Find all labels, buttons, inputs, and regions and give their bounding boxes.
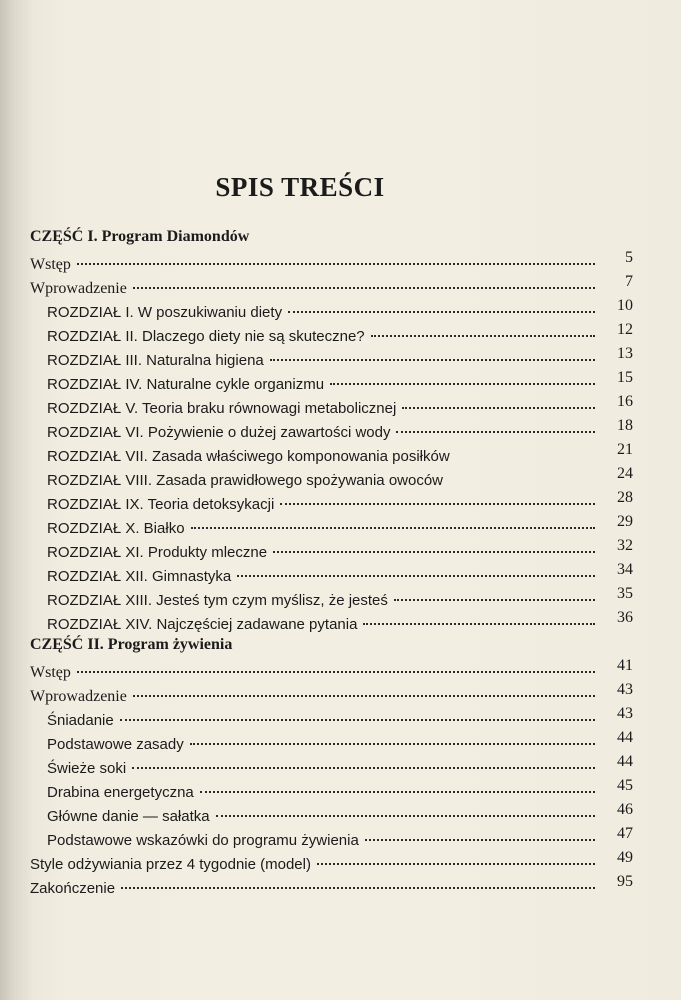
toc-entry: [30, 249, 633, 276]
toc-entry: [47, 369, 633, 396]
toc-page-number: 47: [617, 825, 633, 842]
toc-entry-text: Świeże soki: [47, 760, 127, 777]
toc-entry-text: Zakończenie: [30, 880, 116, 897]
toc-entry-text: ROZDZIAŁ VII. Zasada właściwego komponowania posiłków: [47, 448, 450, 465]
dot-leader: [317, 863, 595, 865]
toc-entry-text: ROZDZIAŁ XIII. Jesteś tym czym myślisz, że jesteś: [47, 592, 388, 609]
toc-entry: [47, 801, 633, 828]
toc-entry-text: ROZDZIAŁ III. Naturalna higiena: [47, 352, 264, 369]
toc-entry: [47, 753, 633, 780]
dot-leader: [200, 791, 595, 793]
toc-entry: [47, 777, 633, 804]
toc-entry: [47, 297, 633, 324]
dot-leader: [191, 527, 595, 529]
toc-entry: [47, 537, 633, 564]
toc-entry: [47, 441, 633, 468]
dot-leader: [121, 887, 595, 889]
toc-entry-text: ROZDZIAŁ II. Dlaczego diety nie są skuteczne?: [47, 328, 365, 345]
toc-page-number: 46: [617, 801, 633, 818]
toc-entry: [30, 873, 633, 900]
toc-entry-text: Wprowadzenie: [30, 280, 127, 297]
toc-entry: [47, 393, 633, 420]
toc-entry: [47, 561, 633, 588]
toc-page-number: 34: [617, 561, 633, 578]
dot-leader: [288, 311, 595, 313]
toc-entry: [47, 609, 633, 636]
toc-entry-text: ROZDZIAŁ XI. Produkty mleczne: [47, 544, 268, 561]
dot-leader: [132, 767, 595, 769]
dot-leader: [120, 719, 595, 721]
dot-leader: [270, 359, 595, 361]
toc-page-number: 24: [617, 465, 633, 482]
toc-entry: [47, 585, 633, 612]
toc-entry-text: ROZDZIAŁ XII. Gimnastyka: [47, 568, 232, 585]
toc-entry-text: ROZDZIAŁ IV. Naturalne cykle organizmu: [47, 376, 325, 393]
toc-page-number: 15: [617, 369, 633, 386]
toc-page-number: 21: [617, 441, 633, 458]
toc-entry-text: ROZDZIAŁ VIII. Zasada prawidłowego spożywania owoców: [47, 472, 444, 489]
dot-leader: [396, 431, 595, 433]
toc-entry-text: Śniadanie: [47, 712, 114, 729]
toc-page-number: 43: [617, 681, 633, 698]
toc-entry-text: ROZDZIAŁ V. Teoria braku równowagi metabolicznej: [47, 400, 397, 417]
toc-entry: [47, 345, 633, 372]
dot-leader: [77, 671, 595, 673]
toc-page-number: 16: [617, 393, 633, 410]
toc-page-number: 18: [617, 417, 633, 434]
dot-leader: [394, 599, 595, 601]
dot-leader: [237, 575, 595, 577]
dot-leader: [402, 407, 595, 409]
dot-leader: [273, 551, 595, 553]
toc-entry-text: Podstawowe wskazówki do programu żywienia: [47, 832, 359, 849]
dot-leader: [365, 839, 595, 841]
toc-page-number: 32: [617, 537, 633, 554]
toc-entry-text: ROZDZIAŁ XIV. Najczęściej zadawane pytania: [47, 616, 358, 633]
toc-page-number: 10: [617, 297, 633, 314]
toc-entry: [47, 513, 633, 540]
dot-leader: [133, 695, 595, 697]
toc-page-number: 7: [625, 273, 633, 290]
toc-page-number: 41: [617, 657, 633, 674]
toc-entry-text: Drabina energetyczna: [47, 784, 194, 801]
toc-entry-text: Wstęp: [30, 256, 71, 273]
toc-entry: [47, 705, 633, 732]
toc-entry-text: ROZDZIAŁ I. W poszukiwaniu diety: [47, 304, 283, 321]
toc-entry-text: Style odżywiania przez 4 tygodnie (model): [30, 856, 311, 873]
toc-entry-text: ROZDZIAŁ X. Białko: [47, 520, 185, 537]
toc-page-number: 13: [617, 345, 633, 362]
toc-page-number: 28: [617, 489, 633, 506]
toc-entry-text: Podstawowe zasady: [47, 736, 184, 753]
toc-entry: [30, 657, 633, 684]
toc-entry: [30, 849, 633, 876]
part-heading: CZĘŚĆ I. Program Diamondów: [30, 228, 250, 245]
toc-entry: [47, 417, 633, 444]
toc-page-number: 5: [625, 249, 633, 266]
toc-page-number: 44: [617, 753, 633, 770]
toc-entry: [30, 273, 633, 300]
dot-leader: [363, 623, 595, 625]
dot-leader: [280, 503, 595, 505]
toc-page-number: 43: [617, 705, 633, 722]
dot-leader: [371, 335, 595, 337]
toc-entry: [47, 321, 633, 348]
part-heading: CZĘŚĆ II. Program żywienia: [30, 636, 233, 653]
toc-entry-text: ROZDZIAŁ VI. Pożywienie o dużej zawartości wody: [47, 424, 391, 441]
toc-entry: [47, 489, 633, 516]
dot-leader: [133, 287, 595, 289]
toc-entry: [47, 825, 633, 852]
toc-entry-text: Wstęp: [30, 664, 71, 681]
toc-page-number: 49: [617, 849, 633, 866]
toc-page-number: 29: [617, 513, 633, 530]
dot-leader: [77, 263, 595, 265]
toc-page-number: 12: [617, 321, 633, 338]
toc-entry-text: Główne danie — sałatka: [47, 808, 210, 825]
page-title: SPIS TREŚCI: [215, 172, 385, 202]
dot-leader: [330, 383, 595, 385]
toc-page-number: 45: [617, 777, 633, 794]
toc-entry: [47, 729, 633, 756]
toc-page-number: 44: [617, 729, 633, 746]
dot-leader: [216, 815, 595, 817]
toc-page-number: 95: [617, 873, 633, 890]
toc-entry-text: ROZDZIAŁ IX. Teoria detoksykacji: [47, 496, 275, 513]
toc-page-number: 35: [617, 585, 633, 602]
dot-leader: [190, 743, 595, 745]
toc-entry: [47, 465, 633, 492]
toc-page-number: 36: [617, 609, 633, 626]
toc-entry: [30, 681, 633, 708]
toc-entry-text: Wprowadzenie: [30, 688, 127, 705]
